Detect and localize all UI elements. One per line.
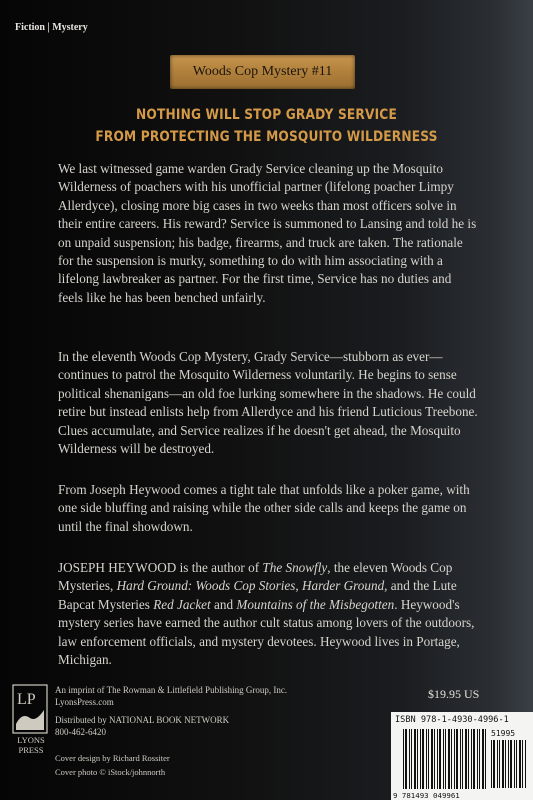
author-bio bbox=[58, 559, 478, 669]
series-banner-text: Woods Cop Mystery #11 bbox=[192, 64, 333, 79]
logo-wordmark bbox=[10, 735, 52, 755]
title-hard-ground: Hard Ground: Woods Cop Stories bbox=[116, 578, 296, 594]
barcode bbox=[391, 712, 533, 800]
ean-barcode-bars bbox=[403, 729, 487, 789]
author-bio-c: , bbox=[295, 578, 302, 594]
lyons-press-logo-icon bbox=[12, 684, 48, 734]
barcode-bar bbox=[505, 740, 506, 788]
barcode-bar bbox=[451, 729, 452, 789]
barcode-bar bbox=[479, 729, 480, 789]
barcode-digits: 9 781493 049961 bbox=[393, 791, 460, 800]
title-red-jacket: Red Jacket bbox=[153, 596, 211, 612]
author-bio-e: and bbox=[210, 596, 237, 612]
barcode-bar bbox=[420, 729, 421, 789]
barcode-bar bbox=[426, 729, 427, 789]
barcode-bar bbox=[482, 729, 484, 789]
barcode-bar bbox=[460, 729, 461, 789]
barcode-bar bbox=[443, 729, 444, 789]
cover-photo-credit: Cover photo © iStock/johnnorth bbox=[55, 767, 166, 777]
barcode-bar bbox=[403, 729, 404, 789]
barcode-bar bbox=[525, 740, 526, 788]
barcode-bar bbox=[434, 729, 435, 789]
barcode-bar bbox=[522, 740, 523, 788]
title-the-snowfly: The Snowfly bbox=[262, 560, 328, 575]
title-harder-ground: Harder Ground bbox=[301, 578, 385, 594]
barcode-bar bbox=[445, 729, 446, 789]
barcode-bar bbox=[422, 729, 424, 789]
price-addon-code: 51995 bbox=[491, 729, 516, 738]
barcode-bar bbox=[516, 740, 517, 788]
barcode-bar bbox=[462, 729, 463, 789]
barcode-bar bbox=[493, 740, 495, 788]
distributor-phone: 800-462-6420 bbox=[55, 727, 106, 737]
barcode-bar bbox=[456, 729, 458, 789]
cover-design-credit: Cover design by Richard Rossiter bbox=[55, 753, 170, 763]
barcode-bar bbox=[411, 729, 412, 789]
logo-name-2: PRESS bbox=[18, 745, 44, 755]
barcode-bar bbox=[499, 740, 500, 788]
barcode-bar bbox=[468, 729, 469, 789]
barcode-bar bbox=[508, 740, 509, 788]
author-bio-b: , the eleven Woods Cop Mysteries, bbox=[58, 560, 453, 594]
barcode-bar bbox=[465, 729, 467, 789]
barcode-bar bbox=[485, 729, 486, 789]
barcode-bar bbox=[448, 729, 450, 789]
author-bio-f: . Heywood's mystery series have earned the author cult status among lovers of the outdoors, law enforcement officials, and mystery devotees. Heywood lives in Portage, Michigan. bbox=[58, 596, 475, 668]
imprint-line: An imprint of The Rowman & Littlefield Publishing Group, Inc. bbox=[55, 685, 288, 695]
logo-name-1: LYONS bbox=[17, 735, 45, 745]
author-bio-a: JOSEPH HEYWOOD is the author of bbox=[58, 560, 263, 575]
headline-line-1: NOTHING WILL STOP GRADY SERVICE bbox=[136, 107, 397, 123]
barcode-bar bbox=[502, 740, 504, 788]
synopsis-paragraph-2: In the eleventh Woods Cop Mystery, Grady Service—stubborn as ever—continues to patrol the Mosquito Wilderness voluntarily. He begins to sense political shenanigans—an old foe lurking somewhere in the shadows. He could retire but instead enlists help from Allerdyce and his friend Luticious Treebone. Clues accumulate, and Service realizes if he doesn't get ahead, the Mosquito Wilderness will be destroyed. bbox=[58, 349, 478, 457]
barcode-bar bbox=[519, 740, 521, 788]
price-label: $19.95 US bbox=[428, 687, 480, 701]
title-mountains-of-the-misbegotten: Mountains of the Misbegotten bbox=[236, 596, 395, 612]
barcode-bar bbox=[431, 729, 433, 789]
series-banner bbox=[170, 55, 355, 89]
barcode-bar bbox=[510, 740, 512, 788]
barcode-bar bbox=[439, 729, 441, 789]
logo-letters: LP bbox=[17, 691, 36, 708]
barcode-bar bbox=[409, 729, 410, 789]
barcode-bar bbox=[437, 729, 438, 789]
isbn-text: ISBN 978-1-4930-4996-1 bbox=[395, 715, 509, 725]
synopsis-paragraph-3: From Joseph Heywood comes a tight tale that unfolds like a poker game, with one side bluffing and raising while the other side calls and keeps the game on until the final showdown. bbox=[58, 482, 470, 534]
genre-label: Fiction | Mystery bbox=[15, 22, 88, 33]
synopsis-paragraph-1: We last witnessed game warden Grady Service cleaning up the Mosquito Wilderness of poachers with his unofficial partner (lifelong poacher Limpy Allerdyce), closing more big cases in two weeks than most officers solve in their entire careers. His reward? Service is summoned to Lansing and told he is on unpaid suspension; his badge, firearms, and truck are taken. The rationale for the suspension is murky, something to do with him associating with a lifelong lawbreaker as partner. For the first time, Service has no duties and feels like he has been benched unfairly. bbox=[58, 161, 477, 305]
addon-barcode-bars bbox=[491, 740, 527, 788]
headline bbox=[37, 104, 495, 148]
barcode-bar bbox=[405, 729, 407, 789]
barcode-bar bbox=[477, 729, 478, 789]
barcode-bar bbox=[473, 729, 475, 789]
distributor-line: Distributed by NATIONAL BOOK NETWORK bbox=[55, 715, 230, 725]
barcode-bar bbox=[471, 729, 472, 789]
barcode-bar bbox=[417, 729, 418, 789]
barcode-bar bbox=[454, 729, 455, 789]
barcode-bar bbox=[428, 729, 429, 789]
barcode-bar bbox=[414, 729, 416, 789]
headline-line-2: FROM PROTECTING THE MOSQUITO WILDERNESS bbox=[95, 129, 438, 145]
publisher-website: LyonsPress.com bbox=[55, 697, 114, 707]
barcode-bar bbox=[497, 740, 498, 788]
barcode-bar bbox=[491, 740, 492, 788]
author-bio-d: , and the Lute Bapcat Mysteries bbox=[58, 578, 457, 612]
barcode-bar bbox=[514, 740, 515, 788]
